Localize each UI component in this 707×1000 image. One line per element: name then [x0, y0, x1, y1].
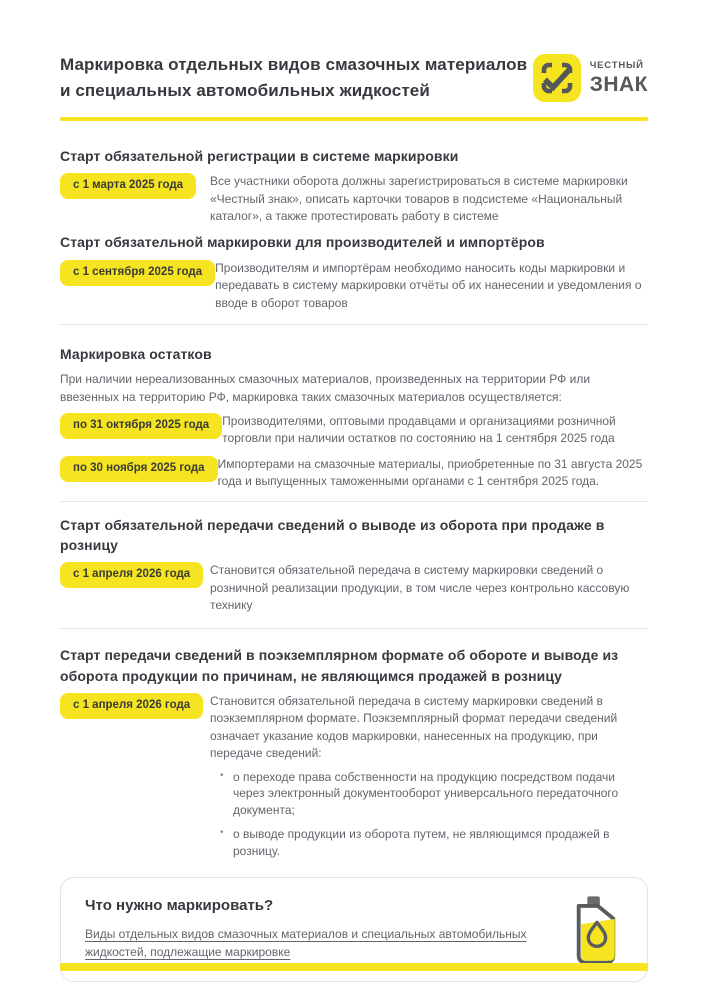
timeline-row: [60, 562, 648, 614]
section-heading-unit-format: Старт передачи сведений в поэкземплярном формате об обороте и выводе из оборота продукции по причинам, не являющимся продажей в розницу: [60, 647, 619, 684]
timeline-row: [60, 693, 648, 860]
date-badge: по 30 ноября 2025 года: [60, 456, 218, 482]
timeline-row: [60, 413, 648, 448]
section-heading-retail-withdrawal: Старт обязательной передачи сведений о выводе из оборота при продаже в розницу: [60, 516, 605, 553]
section-divider: [60, 501, 648, 502]
section-heading-producers: Старт обязательной маркировки для производителей и импортёров: [60, 234, 545, 251]
date-badge: с 1 апреля 2026 года: [60, 693, 203, 719]
info-box-heading: Что нужно маркировать?: [85, 897, 274, 915]
title-divider: [60, 117, 648, 121]
badge-cell: [60, 562, 210, 588]
section-divider: [60, 628, 648, 629]
timeline-row: [60, 456, 648, 491]
brand-name: [590, 61, 648, 95]
date-badge: по 31 октября 2025 года: [60, 413, 222, 439]
bullet-item: • о переходе права собственности на продукцию посредством подачи через электронный документооборот универсального передаточного документа;: [220, 769, 648, 819]
page-title: [60, 52, 527, 103]
badge-cell: [60, 456, 218, 482]
timeline-text: Становится обязательной передача в систему маркировки сведений о розничной реализации продукции, в том числе через контрольно кассовую технику: [210, 563, 630, 612]
date-badge: с 1 апреля 2026 года: [60, 562, 203, 588]
date-badge: с 1 марта 2025 года: [60, 173, 196, 199]
bullet-item: • о выводе продукции из оборота путем, не являющимся продажей в розницу.: [220, 826, 648, 860]
section-intro-text: При наличии нереализованных смазочных материалов, произведенных на территории РФ или ввезенных на территорию РФ, маркировка таких смазочных материалов осуществляется:: [60, 372, 591, 404]
badge-cell: [60, 413, 222, 439]
timeline-text: Производителям и импортёрам необходимо наносить коды маркировки и передавать в систему маркировки отчёты об их нанесении и уведомления о вводе в оборот товаров: [215, 260, 642, 310]
section-heading-registration: Старт обязательной регистрации в системе маркировки: [60, 148, 459, 164]
timeline-text: Производителями, оптовыми продавцами и организациями розничной торговли при наличии остатков по состоянию на 1 сентября 2025 года: [222, 414, 616, 446]
timeline-text-body: Становится обязательной передача в систему маркировки сведений в поэкземплярном формате. Поэкземплярный формат передачи сведений означает указание кодов маркировки, нанесенных на продукцию, при передаче сведений:: [210, 693, 618, 761]
date-badge: с 1 сентября 2025 года: [60, 260, 215, 286]
brand-logo: [533, 54, 648, 102]
page-title-line2: и специальных автомобильных жидкостей: [60, 80, 430, 100]
timeline-row: [60, 260, 648, 312]
timeline-text: Импортерами на смазочные материалы, приобретенные по 31 августа 2025 года и выпущенных таможенными органами с 1 сентября 2025 года.: [217, 456, 643, 489]
qr-check-icon: [533, 54, 581, 102]
brand-name-line2: ЗНАК: [589, 72, 648, 96]
section-divider: [60, 324, 648, 325]
timeline-text: Все участники оборота должны зарегистрироваться в системе маркировки «Честный знак», описать карточки товаров в подсистеме «Национальный каталог», а также протестировать работу в системе: [210, 174, 628, 224]
badge-cell: [60, 693, 210, 719]
badge-cell: [60, 173, 210, 199]
section-heading-leftovers: Маркировка остатков: [60, 345, 212, 362]
timeline-row: [60, 173, 648, 225]
footer-divider: [60, 963, 648, 971]
brand-name-line1: ЧЕСТНЫЙ: [589, 60, 644, 72]
badge-cell: [60, 260, 215, 286]
info-box-link[interactable]: Виды отдельных видов смазочных материалов и специальных автомобильных жидкостей, подлежащие маркировке: [85, 927, 527, 960]
timeline-text: [210, 693, 648, 860]
header: [60, 52, 648, 103]
page-title-line1: Маркировка отдельных видов смазочных материалов: [60, 55, 528, 74]
oil-canister-icon: [571, 895, 621, 965]
bullet-list: [210, 769, 648, 860]
